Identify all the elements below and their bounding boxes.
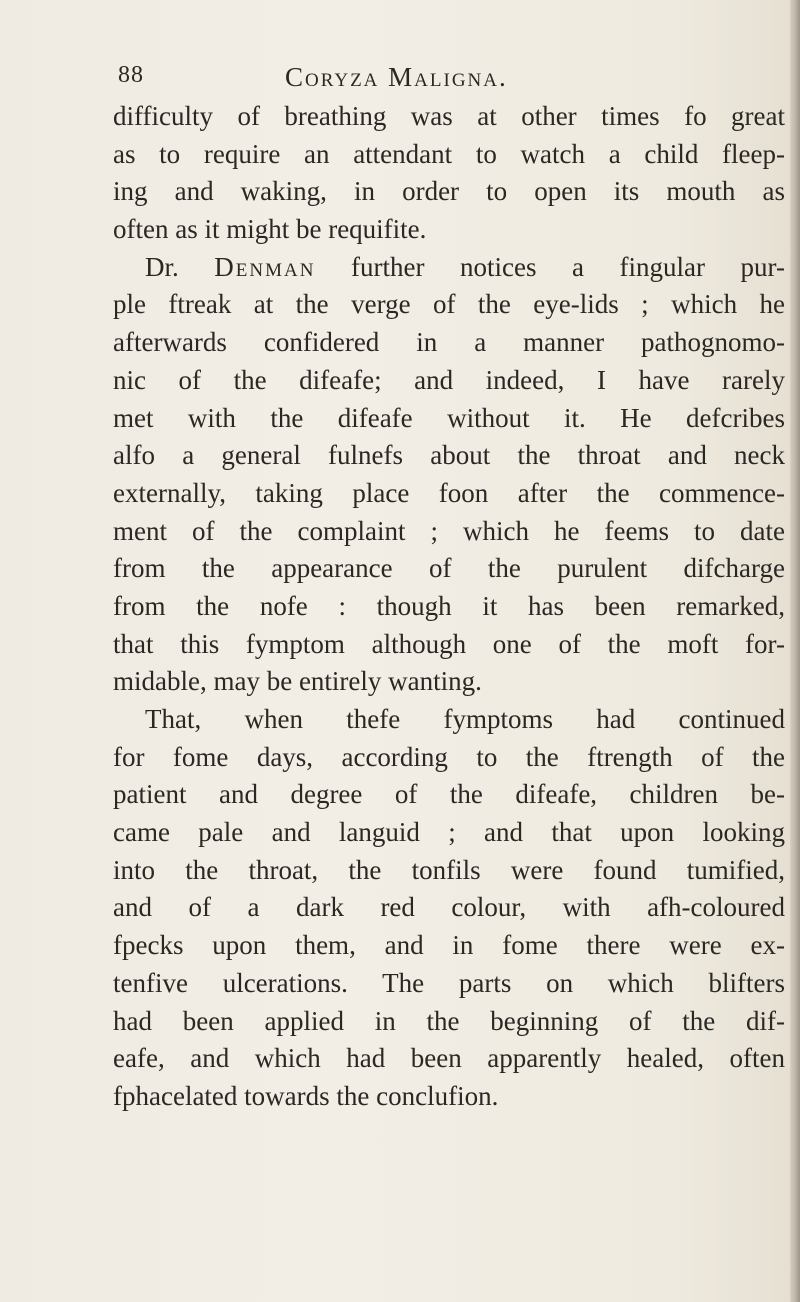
text-line: ple ftreak at the verge of the eye-lids ; which he	[113, 289, 785, 320]
text-line: tenfive ulcerations. The parts on which blifters	[113, 967, 785, 998]
page-header	[118, 62, 718, 102]
text-line: eafe, and which had been apparently healed, often	[113, 1043, 785, 1074]
text-line: difficulty of breathing was at other times fo great	[113, 101, 785, 131]
text-line: that this fymptom although one of the moft for-	[113, 628, 785, 659]
running-head: Coryza Maligna.	[285, 62, 508, 92]
text-line: often as it might be requifite.	[113, 214, 427, 245]
text-line: for fome days, according to the ftrength of the	[113, 741, 785, 772]
paragraph-start-line: That, when thefe fymptoms had continued	[145, 704, 785, 734]
text-line: met with the difeafe without it. He defcribes	[113, 402, 785, 433]
body-text	[113, 98, 785, 1116]
page-edge	[790, 0, 800, 1302]
text-line: as to require an attendant to watch a child fleep-	[113, 138, 785, 169]
text-line: from the appearance of the purulent difcharge	[113, 553, 785, 584]
text-line: fphacelated towards the conclufion.	[113, 1080, 499, 1111]
page-number: 88	[118, 62, 144, 88]
text-line: had been applied in the beginning of the dif-	[113, 1005, 785, 1036]
text-line: from the nofe : though it has been remarked,	[113, 590, 785, 621]
text-line: patient and degree of the difeafe, children be-	[113, 779, 785, 810]
line-remainder: further notices a fingular pur-	[315, 251, 785, 282]
text-line: ing and waking, in order to open its mouth as	[113, 176, 785, 207]
title-prefix: Dr.	[145, 251, 215, 282]
text-line: alfo a general fulnefs about the throat and neck	[113, 440, 785, 471]
text-line: came pale and languid ; and that upon looking	[113, 817, 785, 848]
text-line: nic of the difeafe; and indeed, I have rarely	[113, 364, 785, 395]
text-line: into the throat, the tonfils were found tumified,	[113, 854, 785, 885]
text-line: ment of the complaint ; which he feems to date	[113, 515, 785, 546]
paragraph-start-line	[113, 249, 785, 287]
person-name: Denman	[214, 251, 316, 282]
text-line: externally, taking place foon after the commence-	[113, 477, 785, 508]
text-line: afterwards confidered in a manner pathognomo-	[113, 327, 785, 358]
text-line: midable, may be entirely wanting.	[113, 666, 482, 697]
text-line: and of a dark red colour, with afh-coloured	[113, 892, 785, 923]
text-line: fpecks upon them, and in fome there were ex-	[113, 930, 785, 961]
